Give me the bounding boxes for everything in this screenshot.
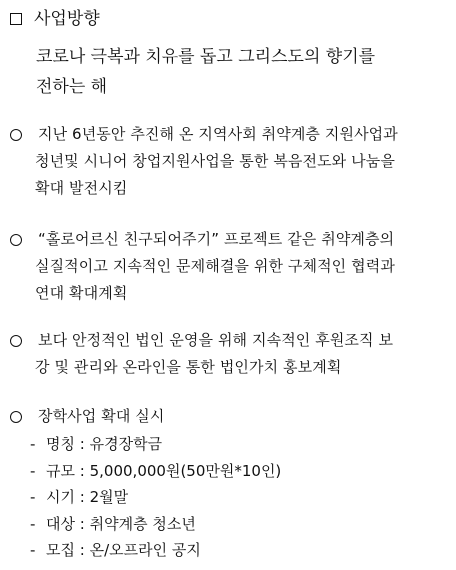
detail-label: 명칭 <box>46 435 75 453</box>
detail-separator: : <box>79 488 85 506</box>
bullet-item <box>10 121 446 202</box>
detail-value: 5,000,000원(50만원*10인) <box>89 461 282 480</box>
bullet-item <box>10 226 446 307</box>
detail-value: 2월말 <box>89 488 129 506</box>
bullet-line: 청년및 시니어 창업지원사업을 통한 복음전도와 나눔을 <box>35 152 395 170</box>
bullet-line: 강 및 관리와 온라인을 통한 법인가치 홍보계획 <box>35 358 342 376</box>
detail-row <box>30 458 281 485</box>
dash-marker: - <box>30 435 36 453</box>
detail-label: 시기 <box>46 488 75 506</box>
detail-value: 유경장학금 <box>89 435 163 453</box>
bullet-line: 확대 발전시킴 <box>35 179 128 197</box>
detail-row <box>30 484 281 511</box>
circle-bullet-icon <box>10 411 22 423</box>
dash-marker: - <box>30 488 36 506</box>
detail-row <box>30 431 281 458</box>
detail-value: 온/오프라인 공지 <box>89 541 201 559</box>
detail-row <box>30 537 281 564</box>
detail-label: 규모 <box>46 461 75 480</box>
dash-marker: - <box>30 461 36 480</box>
detail-row <box>30 511 281 538</box>
bullet-line: 지난 6년동안 추진해 온 지역사회 취약계층 지원사업과 <box>38 125 398 143</box>
bullet-item <box>10 403 446 430</box>
detail-value: 취약계층 청소년 <box>89 514 196 533</box>
bullet-line: 연대 확대계획 <box>35 284 128 302</box>
section-subtitle-line: 전하는 해 <box>36 77 108 97</box>
circle-bullet-icon <box>10 129 22 141</box>
circle-bullet-icon <box>10 234 22 246</box>
circle-bullet-icon <box>10 335 22 347</box>
bullet-line: 보다 안정적인 법인 운영을 위해 지속적인 후원조직 보 <box>38 331 394 349</box>
checkbox-square-icon <box>10 13 22 25</box>
dash-marker: - <box>30 514 36 533</box>
scholarship-detail-list <box>30 431 281 564</box>
section-subtitle-line: 코로나 극복과 치유를 돕고 그리스도의 향기를 <box>36 47 376 67</box>
section-heading <box>10 8 100 30</box>
detail-separator: : <box>79 461 85 480</box>
bullet-line: 장학사업 확대 실시 <box>38 407 165 425</box>
section-subtitle <box>36 42 375 102</box>
detail-separator: : <box>79 514 85 533</box>
bullet-item <box>10 327 446 381</box>
dash-marker: - <box>30 541 36 559</box>
detail-label: 대상 <box>46 514 75 533</box>
bullet-line: 실질적이고 지속적인 문제해결을 위한 구체적인 협력과 <box>35 257 395 275</box>
detail-separator: : <box>79 435 85 453</box>
section-title: 사업방향 <box>34 9 100 29</box>
detail-label: 모집 <box>46 541 75 559</box>
detail-separator: : <box>79 541 85 559</box>
bullet-line: “홀로어르신 친구되어주기” 프로젝트 같은 취약계층의 <box>38 230 395 248</box>
